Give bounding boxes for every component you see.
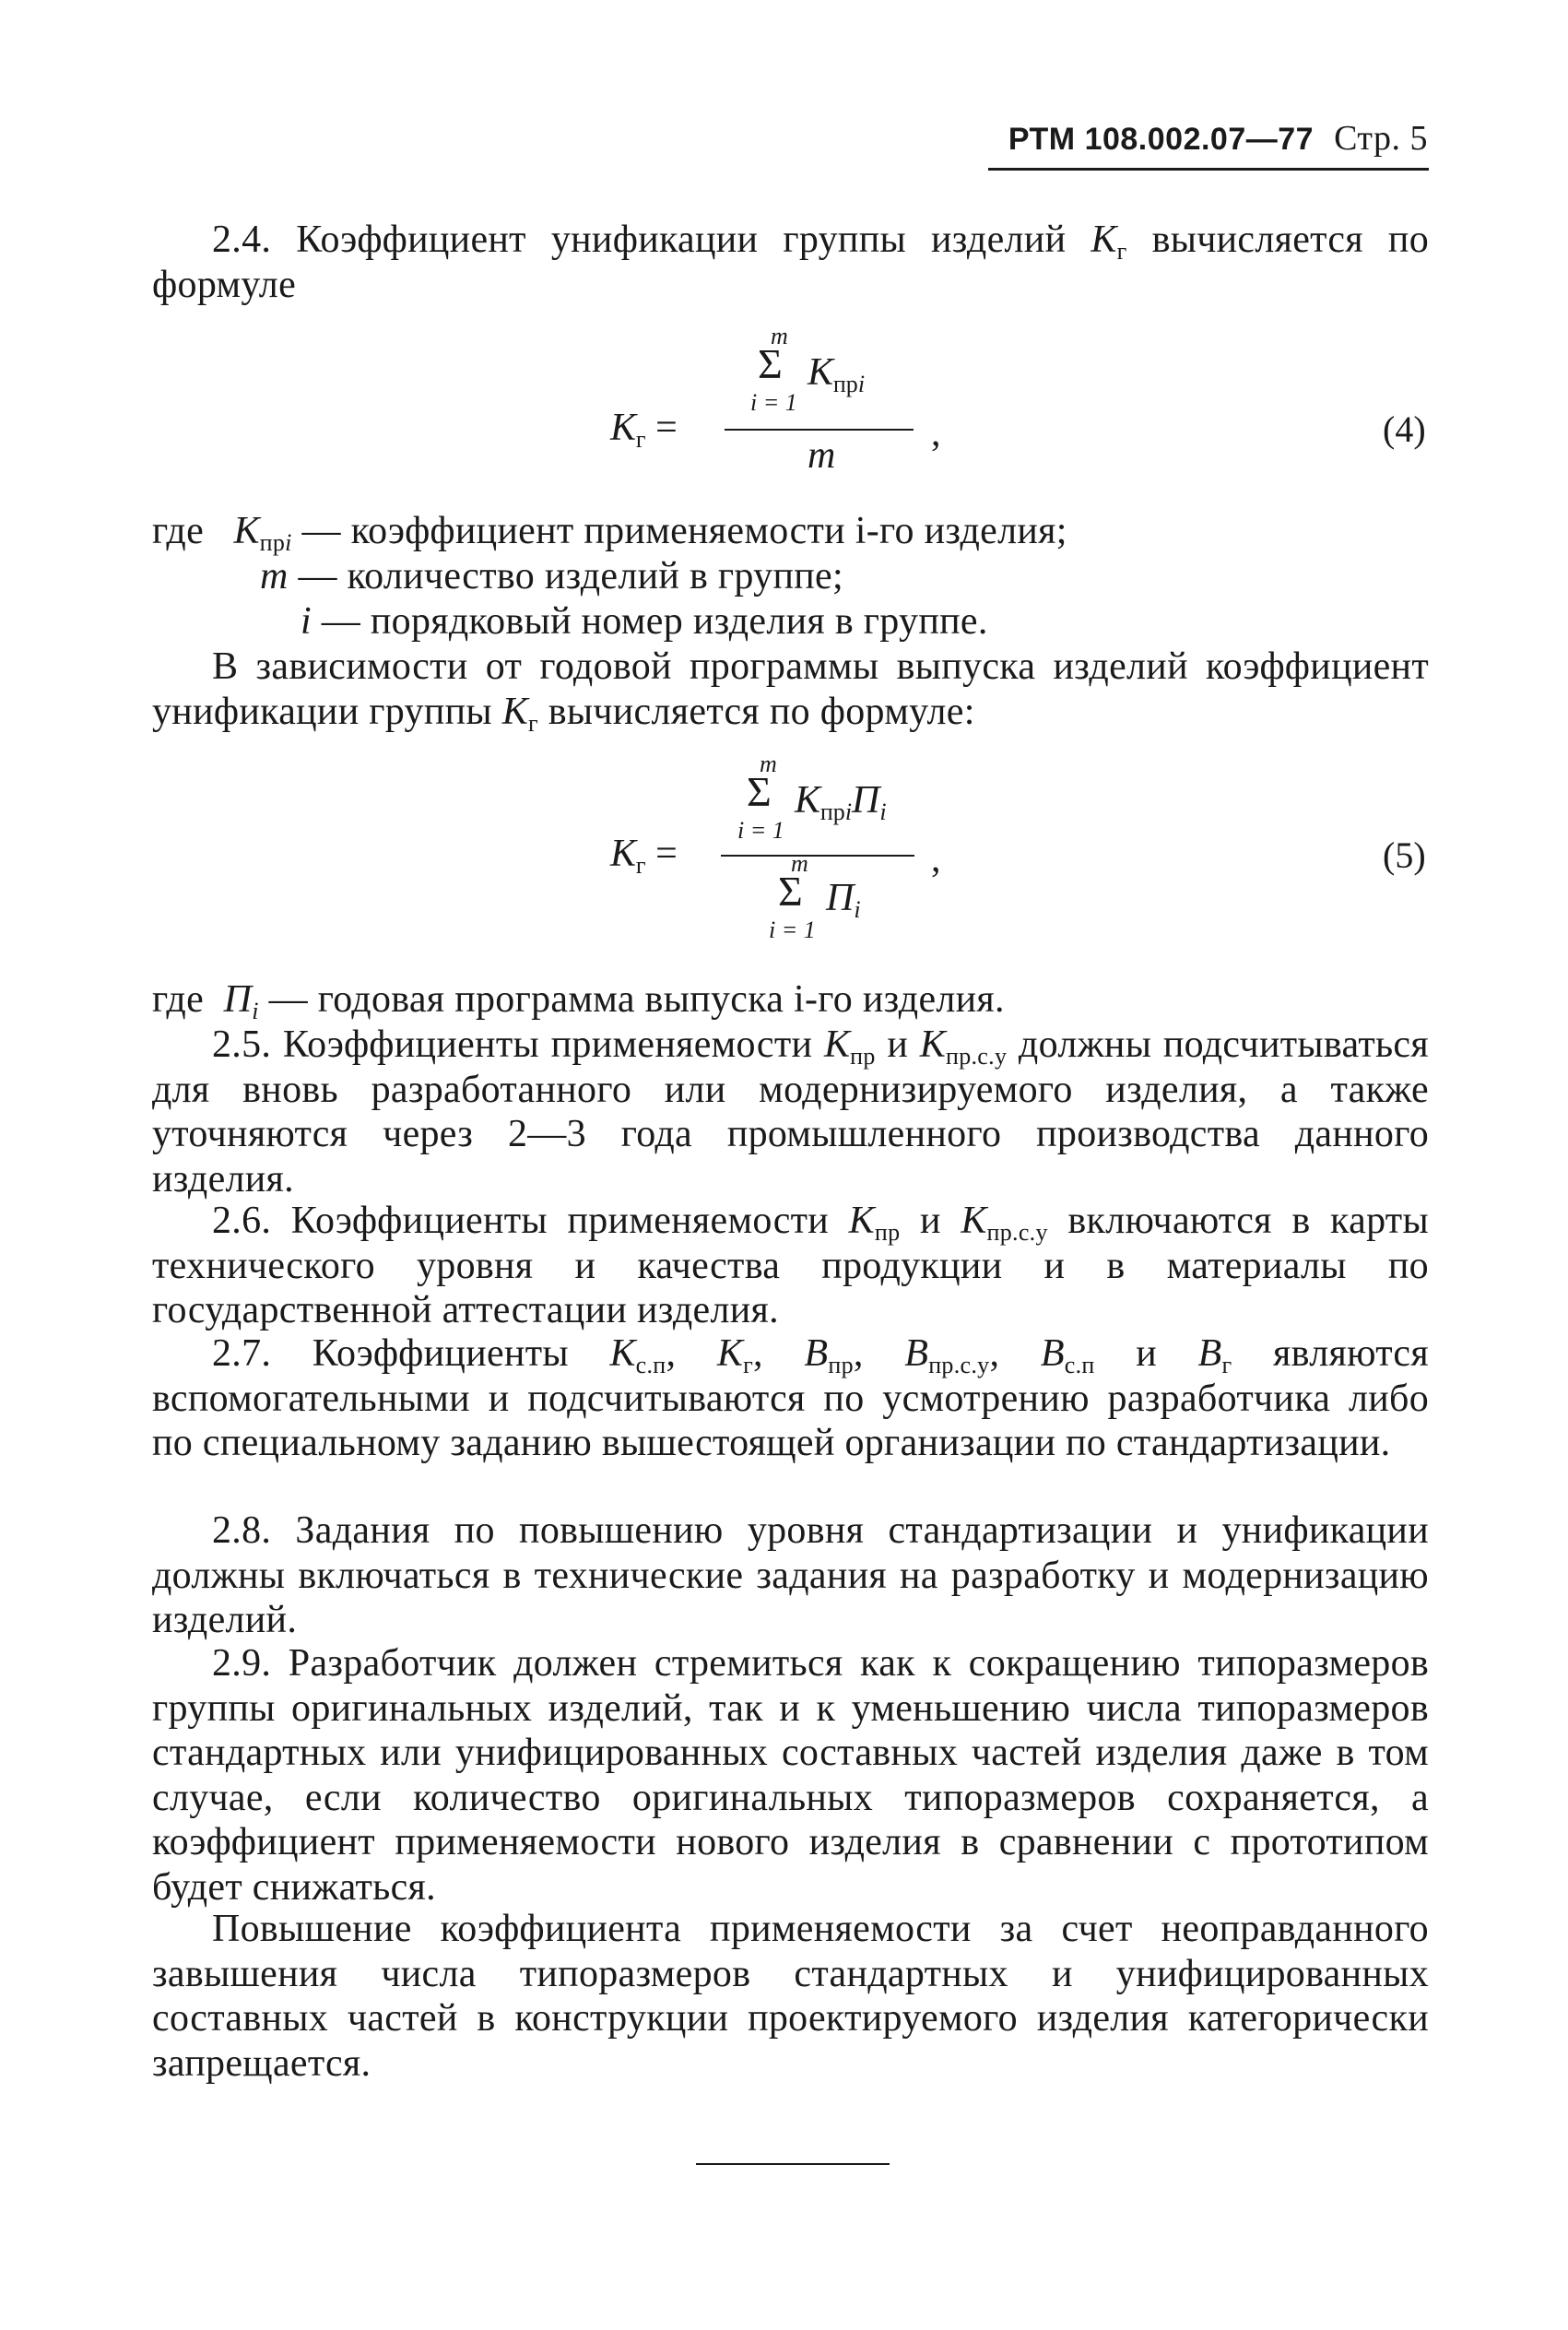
section-2-8: 2.8. Задания по повышению уровня стандартизации и унификации должны включаться в технические задания на разработку и модернизацию изделий. [152,1509,1429,1641]
section-2-4-paragraph: 2.4. Коэффициент унификации группы изделий $К_г$ вычисляется по формуле [152,219,1430,306]
header-rule [988,168,1429,171]
equation-number: (5) [1383,834,1426,876]
where-row-program: где $П_i$ — годовая программа выпуска i-го изделия. [152,978,1005,1024]
section-2-7: 2.7. Коэффициенты $К_{с.п}$, $К_г$, $В_{пр}$, $В_{пр.с.у}$, $В_{с.п}$ и $В_г$ являются вспомогательными и подсчитываются по усмотрению разработчика либо по специальному заданию вышестоящей организации по стандартизации. [152,1332,1429,1464]
section-2-4 [152,218,1429,307]
formula-4: m Σ $К_{прi}$ i = 1 $К_г$ = m , (4) [610,323,1426,477]
where-row-2: m — количество изделий в группе; [260,555,843,597]
where-row-3: i — порядковый номер изделия в группе. [301,600,988,643]
paragraph-final: Повышение коэффициента применяемости за счет неоправданного завышения числа типоразмеров стандартных и унифицированных составных частей в конструкции проектируемого изделия категорически запрещается. [152,1908,1429,2085]
document-code: РТМ 108.002.07—77 [1008,122,1315,157]
end-rule [696,2163,890,2165]
fraction-bar [725,429,914,431]
equation-number: (4) [1383,408,1426,450]
paragraph-program: В зависимости от годовой программы выпуска изделий коэффициент унификации группы $К_г$ вычисляется по формуле: [152,645,1429,737]
fraction-bar [721,855,914,857]
formula-5: m Σ $К_{прi}П_i$ i = 1 $К_г$ = m Σ $П_i$ i = 1 , (5) [610,751,1426,943]
section-2-5: 2.5. Коэффициенты применяемости $К_{пр}$ и $К_{пр.с.у}$ должны подсчитываться для вновь разработанного или модернизируемого изделия, а также уточняются через 2—3 года промышленного производства данного изделия. [152,1023,1429,1200]
page-number: Стр. 5 [1334,119,1428,158]
where-row-1: где $К_{прi}$ — коэффициент применяемости i-го изделия; [152,510,1067,556]
section-2-9: 2.9. Разработчик должен стремиться как к сокращению типоразмеров группы оригинальных изделий, так и к уменьшению числа типоразмеров стандартных или унифицированных составных частей изделия даже в том случае, если количество оригинальных типоразмеров сохраняется, а коэффициент применяемости нового изделия в сравнении с прототипом будет снижаться. [152,1642,1429,1909]
section-2-6: 2.6. Коэффициенты применяемости $К_{пр}$ и $К_{пр.с.у}$ включаются в карты технического уровня и качества продукции и в материалы по государственной аттестации изделия. [152,1200,1429,1331]
running-header [1008,118,1428,159]
